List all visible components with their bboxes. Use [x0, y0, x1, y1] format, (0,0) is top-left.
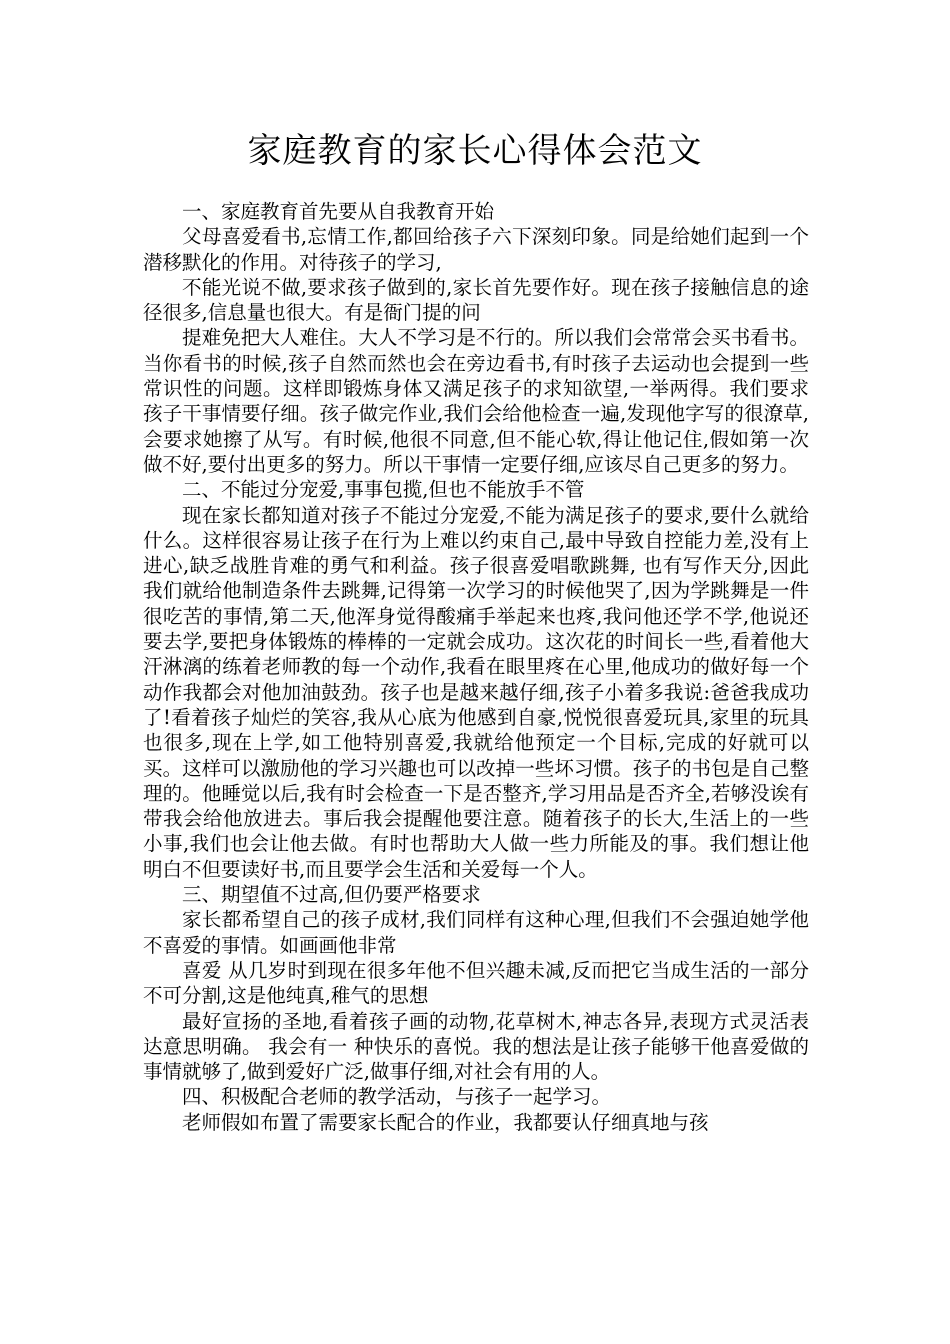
section-heading-4: 四、积极配合老师的教学活动，与孩子一起学习。: [182, 1085, 612, 1109]
section-heading-1: 一、家庭教育首先要从自我教育开始: [182, 200, 495, 223]
section-heading-3: 三、期望值不过高,但仍要严格要求: [182, 883, 481, 907]
document-body: [143, 199, 809, 1135]
paragraph: 不能光说不做,要求孩子做到的,家长首先要作好。现在孩子接触信息的途径很多,信息量也很大。有是衙门提的问: [143, 275, 809, 325]
paragraph: 家长都希望自己的孩子成材,我们同样有这种心理,但我们不会强迫她学他不喜爱的事情。如画画他非常: [143, 908, 809, 957]
paragraph: 最好宣扬的圣地,看着孩子画的动物,花草树木,神志各异,表现方式灵活表达意思明确。 我会有一 种快乐的喜悦。我的想法是让孩子能够干他喜爱做的事情就够了,做到爱好广泛,做事仔细,对社会有用的人。: [143, 1009, 809, 1084]
paragraph: 喜爱 从几岁时到现在很多年他不但兴趣未减,反而把它当成生活的一部分不可分割,这是他纯真,稚气的思想: [143, 958, 809, 1008]
paragraph: 现在家长都知道对孩子不能过分宠爱,不能为满足孩子的要求,要什么就给什么。这样很容易让孩子在行为上难以约束自己,最中导致自控能力差,没有上进心,缺乏战胜肯难的勇气和利益。孩子很喜爱唱歌跳舞, 也有写作天分,因此我们就给他制造条件去跳舞,记得第一次学习的时候他哭了,因为学跳舞是一件很吃苦的事情,第二天,他浑身觉得酸痛手举起来也疼,我问他还学不学,他说还要去学,要把身体锻炼的棒棒的一定就会成功。这次花的时间长一些,看着他大汗淋漓的练着老师教的每一个动作,我看在眼里疼在心里,他成功的做好每一个动作我都会对他加油鼓劲。孩子也是越来越仔细,孩子小着多我说:爸爸我成功了!看着孩子灿烂的笑容,我从心底为他感到自豪,悦悦很喜爱玩具,家里的玩具也很多,现在上学,如工他特别喜爱,我就给他预定一个目标,完成的好就可以买。这样可以激励他的学习兴趣也可以改掉一些坏习惯。孩子的书包是自己整理的。他睡觉以后,我有时会检查一下是否整齐,学习用品是否齐全,若够没诶有带我会给他放进去。事后我会提醒他要注意。随着孩子的长大,生活上的一些小事,我们也会让他去做。有时也帮助大人做一些力所能及的事。我们想让他明白不但要读好书,而且要学会生活和关爱每一个人。: [143, 503, 809, 881]
paragraph: 提难免把大人难住。大人不学习是不行的。所以我们会常常会买书看书。当你看书的时候,孩子自然而然也会在旁边看书,有时孩子去运动也会提到一些常识性的问题。这样即锻炼身体又满足孩子的求知欲望,一举两得。我们要求孩子干事情要仔细。孩子做完作业,我们会给他检查一遍,发现他字写的很潦草,会要求她擦了从写。有时候,他很不同意,但不能心软,得让他记住,假如第一次做不好,要付出更多的努力。所以干事情一定要仔细,应该尽自己更多的努力。: [143, 326, 809, 476]
document-title: 家庭教育的家长心得体会范文: [247, 131, 703, 171]
paragraph: 父母喜爱看书,忘情工作,都回给孩子六下深刻印象。同是给她们起到一个潜移默化的作用。对待孩子的学习,: [143, 225, 809, 274]
paragraph: 老师假如布置了需要家长配合的作业，我都要认仔细真地与孩: [182, 1110, 709, 1134]
section-heading-2: 二、不能过分宠爱,事事包揽,但也不能放手不管: [182, 478, 585, 502]
